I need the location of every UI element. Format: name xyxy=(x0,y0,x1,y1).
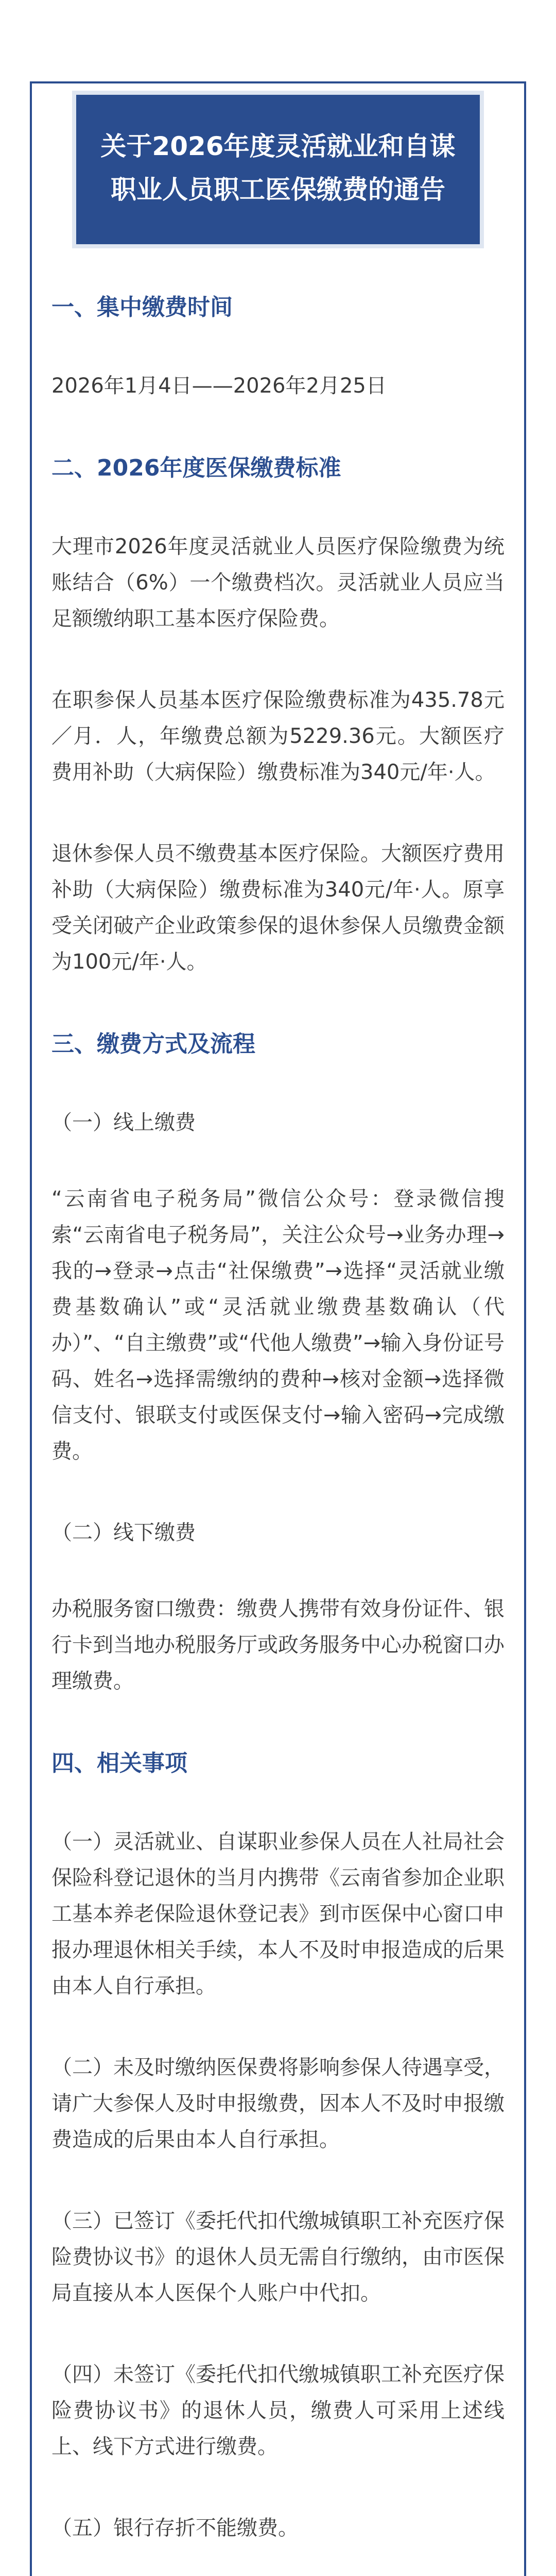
note-1: （一）灵活就业、自谋职业参保人员在人社局社会保险科登记退休的当月内携带《云南省参加企业职工基本养老保险退休登记表》到市医保中心窗口申报办理退休相关手续，本人不及时申报造成的后果由本人自行承担。 xyxy=(51,1830,505,1998)
notice-body xyxy=(51,289,505,2576)
section-heading-time: 一、集中缴费时间 xyxy=(51,294,233,320)
section-heading-notes: 四、相关事项 xyxy=(51,1750,187,1776)
notice-title: 关于2026年度灵活就业和自谋职业人员职工医保缴费的通告 xyxy=(76,95,480,244)
note-2: （二）未及时缴纳医保费将影响参保人待遇享受，请广大参保人及时申报缴费，因本人不及时申报缴费造成的后果由本人自行承担。 xyxy=(51,2056,505,2151)
offline-payment-text: 办税服务窗口缴费：缴费人携带有效身份证件、银行卡到当地办税服务厅或政务服务中心办税窗口办理缴费。 xyxy=(51,1597,505,1693)
standard-paragraph-3: 退休参保人员不缴费基本医疗保险。大额医疗费用补助（大病保险）缴费标准为340元/年·人。原享受关闭破产企业政策参保的退休参保人员缴费金额为100元/年·人。 xyxy=(51,842,505,974)
note-5: （五）银行存折不能缴费。 xyxy=(51,2516,299,2540)
payment-period-text: 2026年1月4日——2026年2月25日 xyxy=(51,374,387,398)
section-heading-method: 三、缴费方式及流程 xyxy=(51,1031,255,1057)
note-3: （三）已签订《委托代扣代缴城镇职工补充医疗保险费协议书》的退休人员无需自行缴纳，由市医保局直接从本人医保个人账户中代扣。 xyxy=(51,2209,505,2305)
subheading-online: （一）线上缴费 xyxy=(51,1111,196,1134)
section-heading-standard: 二、2026年度医保缴费标准 xyxy=(51,455,341,481)
standard-paragraph-2: 在职参保人员基本医疗保险缴费标准为435.78元／月．人，年缴费总额为5229.36元。大额医疗费用补助（大病保险）缴费标准为340元/年·人。 xyxy=(51,688,505,784)
subheading-offline: （二）线下缴费 xyxy=(51,1521,196,1545)
standard-paragraph-1: 大理市2026年度灵活就业人员医疗保险缴费为统账结合（6%）一个缴费档次。灵活就业人员应当足额缴纳职工基本医疗保险费。 xyxy=(51,535,505,631)
online-payment-steps: “云南省电子税务局”微信公众号：登录微信搜索“云南省电子税务局”，关注公众号→业务办理→我的→登录→点击“社保缴费”→选择“灵活就业缴费基数确认”或“灵活就业缴费基数确认（代办）”、“自主缴费”或“代他人缴费”→输入身份证号码、姓名→选择需缴纳的费种→核对金额→选择微信支付、银联支付或医保支付→输入密码→完成缴费。 xyxy=(51,1187,505,1463)
note-4: （四）未签订《委托代扣代缴城镇职工补充医疗保险费协议书》的退休人员，缴费人可采用上述线上、线下方式进行缴费。 xyxy=(51,2363,505,2459)
